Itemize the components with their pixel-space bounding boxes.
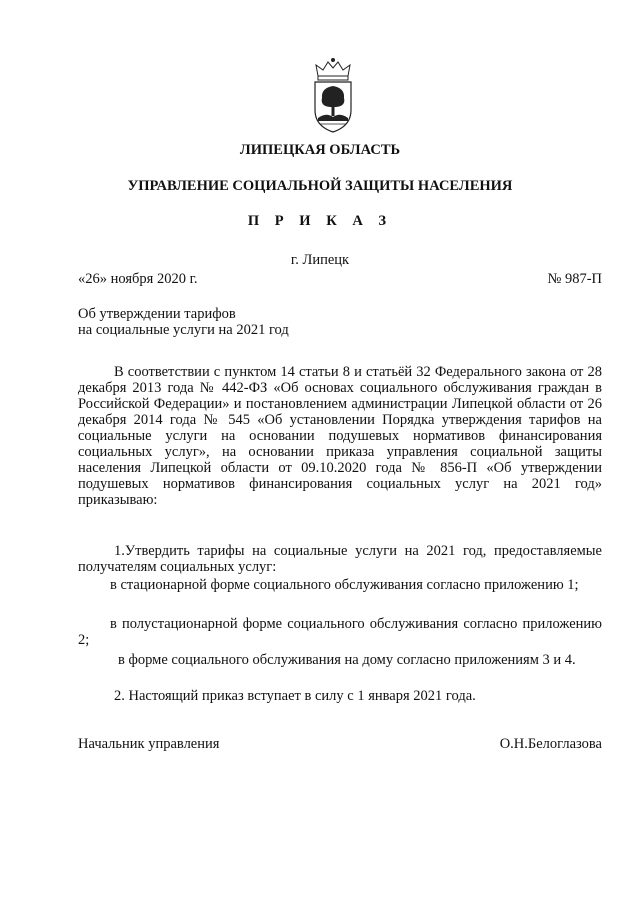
subject-line-1: Об утверждении тарифов xyxy=(78,306,236,322)
date-number-line xyxy=(78,271,602,288)
document-subject xyxy=(78,306,289,338)
item-1-paragraph: 1.Утвердить тарифы на социальные услуги на 2021 год, предоставляемые получателям социальных услуг: xyxy=(78,543,602,575)
signature-block xyxy=(78,736,602,753)
item-1-stationary: в стационарной форме социального обслуживания согласно приложению 1; xyxy=(110,577,579,593)
item-1-home: в форме социального обслуживания на дому согласно приложениям 3 и 4. xyxy=(118,652,576,668)
signature-position: Начальник управления xyxy=(78,736,220,752)
document-date: «26» ноября 2020 г. xyxy=(78,271,198,287)
document-type-title: П Р И К А З xyxy=(247,213,393,229)
lipetsk-coat-of-arms-icon xyxy=(308,56,358,134)
item-2-paragraph: 2. Настоящий приказ вступает в силу с 1 января 2021 года. xyxy=(114,688,476,704)
subject-line-2: на социальные услуги на 2021 год xyxy=(78,322,289,338)
item-1-semistationary: в полустационарной форме социального обслуживания согласно приложению 2; xyxy=(78,616,602,648)
department-title: УПРАВЛЕНИЕ СОЦИАЛЬНОЙ ЗАЩИТЫ НАСЕЛЕНИЯ xyxy=(127,178,513,194)
document-number: № 987-П xyxy=(547,271,602,287)
signature-name: О.Н.Белоглазова xyxy=(499,736,602,752)
region-title: ЛИПЕЦКАЯ ОБЛАСТЬ xyxy=(239,142,401,158)
city-label: г. Липецк xyxy=(290,252,350,268)
preamble-paragraph: В соответствии с пунктом 14 статьи 8 и статьёй 32 Федерального закона от 28 декабря 2013 года № 442-ФЗ «Об основах социального обслуживания граждан в Российской Федерации» и постановлением администрации Липецкой области от 26 декабря 2014 года № 545 «Об установлении Порядка утверждения тарифов на социальные услуги на основании подушевых нормативов финансирования социальных услуг», на основании приказа управления социальной защиты населения Липецкой области от 09.10.2020 года № 856-П «Об утверждении подушевых нормативов финансирования социальных услуг на 2021 год» приказываю: xyxy=(78,364,602,508)
